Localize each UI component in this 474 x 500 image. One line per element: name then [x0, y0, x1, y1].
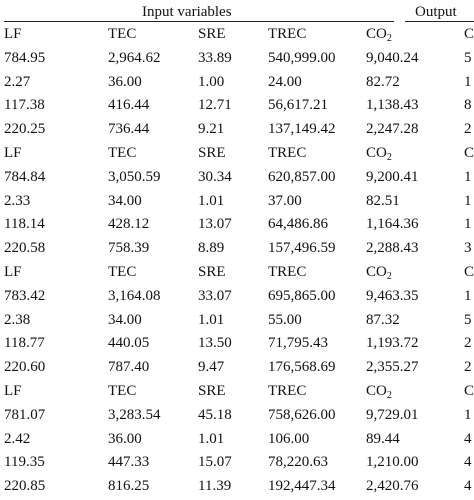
table-cell: $CO_2$ [366, 263, 392, 282]
table-cell: 118.77 [4, 335, 45, 352]
table-cell: SRE [198, 263, 226, 280]
table-cell: 37.00 [268, 192, 302, 209]
table-cell: 736.44 [108, 121, 150, 138]
table-cell: 78,220.63 [268, 454, 328, 471]
table-cell: 784.84 [4, 168, 46, 185]
table-cell: 117.38 [4, 97, 45, 114]
table-cell: TREC [268, 263, 307, 280]
output-header: Output [415, 4, 457, 20]
table-cell: 1 [464, 216, 472, 233]
table-cell: 5 [464, 49, 472, 66]
table-cell: 758.39 [108, 240, 150, 257]
table-cell: LF [4, 144, 22, 161]
table-row [0, 429, 474, 453]
table-row [0, 214, 474, 238]
table-cell: 12.71 [198, 97, 232, 114]
table-cell: $CO_2$ [366, 26, 392, 44]
table-cell: 2,288.43 [366, 240, 419, 257]
table-cell: 695,865.00 [268, 287, 336, 304]
table-cell: 1 [464, 406, 472, 423]
table-cell: 55.00 [268, 311, 302, 328]
table-cell: 118.14 [4, 216, 45, 233]
table-cell: SRE [198, 382, 226, 399]
table-cell: 30.34 [198, 168, 232, 185]
table-cell: 1 [464, 73, 472, 90]
table-cell: 137,149.42 [268, 121, 336, 138]
table-cell: 1 [464, 168, 472, 185]
table-row [0, 476, 474, 500]
table-cell: SRE [198, 26, 226, 42]
table-cell: LF [4, 382, 22, 399]
table-cell: 15.07 [198, 454, 232, 471]
table-cell: LF [4, 263, 22, 280]
table-cell: 4 [464, 454, 472, 471]
table-cell: C [464, 144, 474, 161]
table-cell: LF [4, 26, 22, 42]
table-cell: 13.50 [198, 335, 232, 352]
table-row [0, 262, 474, 286]
table-cell: 220.58 [4, 240, 46, 257]
table-cell: 192,447.34 [268, 478, 336, 495]
table-body [0, 24, 474, 500]
table-cell: 119.35 [4, 454, 45, 471]
table-row [0, 95, 474, 119]
table-cell: 1,193.72 [366, 335, 419, 352]
table-cell: 2.42 [4, 430, 31, 447]
table-cell: 9,200.41 [366, 168, 419, 185]
table-cell: 2.33 [4, 192, 31, 209]
table-cell: 9,040.24 [366, 49, 419, 66]
table-cell: 34.00 [108, 311, 142, 328]
table-row [0, 286, 474, 310]
table-cell: TEC [108, 144, 137, 161]
table-cell: 36.00 [108, 430, 142, 447]
table-cell: 82.72 [366, 73, 400, 90]
table-cell: 3,164.08 [108, 287, 161, 304]
table-cell: 758,626.00 [268, 406, 336, 423]
table-cell: 2.27 [4, 73, 31, 90]
table-cell: 45.18 [198, 406, 232, 423]
table-cell: 1 [464, 192, 472, 209]
table-cell: 428.12 [108, 216, 150, 233]
table-cell: 176,568.69 [268, 359, 336, 376]
table-cell: $CO_2$ [366, 144, 392, 163]
table-cell: C [464, 382, 474, 399]
table-cell: 157,496.59 [268, 240, 336, 257]
table-cell: 4 [464, 430, 472, 447]
table-row [0, 238, 474, 262]
table-row [0, 24, 474, 48]
table-cell: C [464, 263, 474, 280]
table-cell: 447.33 [108, 454, 150, 471]
table-row [0, 310, 474, 334]
table-row [0, 72, 474, 96]
table-cell: 33.07 [198, 287, 232, 304]
table-cell: 8.89 [198, 240, 225, 257]
table-cell: 4 [464, 478, 472, 495]
table-cell: TEC [108, 382, 137, 399]
table-cell: 34.00 [108, 192, 142, 209]
table-cell: 440.05 [108, 335, 150, 352]
table-row [0, 381, 474, 405]
table-cell: 1 [464, 287, 472, 304]
table-cell: 3,050.59 [108, 168, 161, 185]
table-cell: 2,964.62 [108, 49, 161, 66]
table-cell: 9.47 [198, 359, 225, 376]
table-cell: 1,164.36 [366, 216, 419, 233]
table-cell: 11.39 [198, 478, 232, 495]
table-cell: TREC [268, 382, 307, 399]
table-cell: 2 [464, 359, 472, 376]
table-row [0, 405, 474, 429]
table-cell: 1,138.43 [366, 97, 419, 114]
table-row [0, 191, 474, 215]
table-cell: 9.21 [198, 121, 225, 138]
table-cell: 24.00 [268, 73, 302, 90]
input-header-rule [4, 21, 394, 22]
table-cell: 1,210.00 [366, 454, 419, 471]
table-cell: 220.25 [4, 121, 46, 138]
table-cell: 2 [464, 335, 472, 352]
table-cell: 220.85 [4, 478, 46, 495]
table-cell: 784.95 [4, 49, 46, 66]
input-variables-header: Input variables [142, 4, 232, 20]
table-cell: 82.51 [366, 192, 400, 209]
table-row [0, 357, 474, 381]
table-cell: 540,999.00 [268, 49, 336, 66]
table-row [0, 452, 474, 476]
table-cell: 56,617.21 [268, 97, 328, 114]
table-cell: 787.40 [108, 359, 150, 376]
table-cell: 2,355.27 [366, 359, 419, 376]
table-cell: $CO_2$ [366, 382, 392, 401]
table-cell: 3,283.54 [108, 406, 161, 423]
table-cell: 2,420.76 [366, 478, 419, 495]
table-row [0, 333, 474, 357]
table-cell: 13.07 [198, 216, 232, 233]
table-cell: 106.00 [268, 430, 310, 447]
table-cell: 9,463.35 [366, 287, 419, 304]
table-cell: 2,247.28 [366, 121, 419, 138]
table-cell: TREC [268, 26, 307, 42]
table-cell: C [464, 26, 474, 42]
table-cell: 5 [464, 311, 472, 328]
table-row [0, 119, 474, 143]
table-cell: TEC [108, 263, 137, 280]
table-cell: 3 [464, 240, 472, 257]
table-cell: 87.32 [366, 311, 400, 328]
table-cell: 1.01 [198, 192, 225, 209]
table-cell: 781.07 [4, 406, 46, 423]
table-cell: TEC [108, 26, 137, 42]
table-cell: 71,795.43 [268, 335, 328, 352]
table-cell: 33.89 [198, 49, 232, 66]
table-row [0, 167, 474, 191]
table-cell: TREC [268, 144, 307, 161]
table-cell: SRE [198, 144, 226, 161]
output-header-rule [405, 21, 474, 22]
table-cell: 64,486.86 [268, 216, 328, 233]
table-cell: 416.44 [108, 97, 150, 114]
table-cell: 8 [464, 97, 472, 114]
table-cell: 36.00 [108, 73, 142, 90]
table-cell: 1.00 [198, 73, 225, 90]
table-row [0, 143, 474, 167]
table-cell: 89.44 [366, 430, 400, 447]
table-cell: 1.01 [198, 311, 225, 328]
table-cell: 783.42 [4, 287, 46, 304]
table-cell: 9,729.01 [366, 406, 419, 423]
table-cell: 620,857.00 [268, 168, 336, 185]
table-cell: 2 [464, 121, 472, 138]
table-cell: 816.25 [108, 478, 150, 495]
table-cell: 1.01 [198, 430, 225, 447]
table-cell: 2.38 [4, 311, 31, 328]
table-cell: 220.60 [4, 359, 46, 376]
table-row [0, 48, 474, 72]
